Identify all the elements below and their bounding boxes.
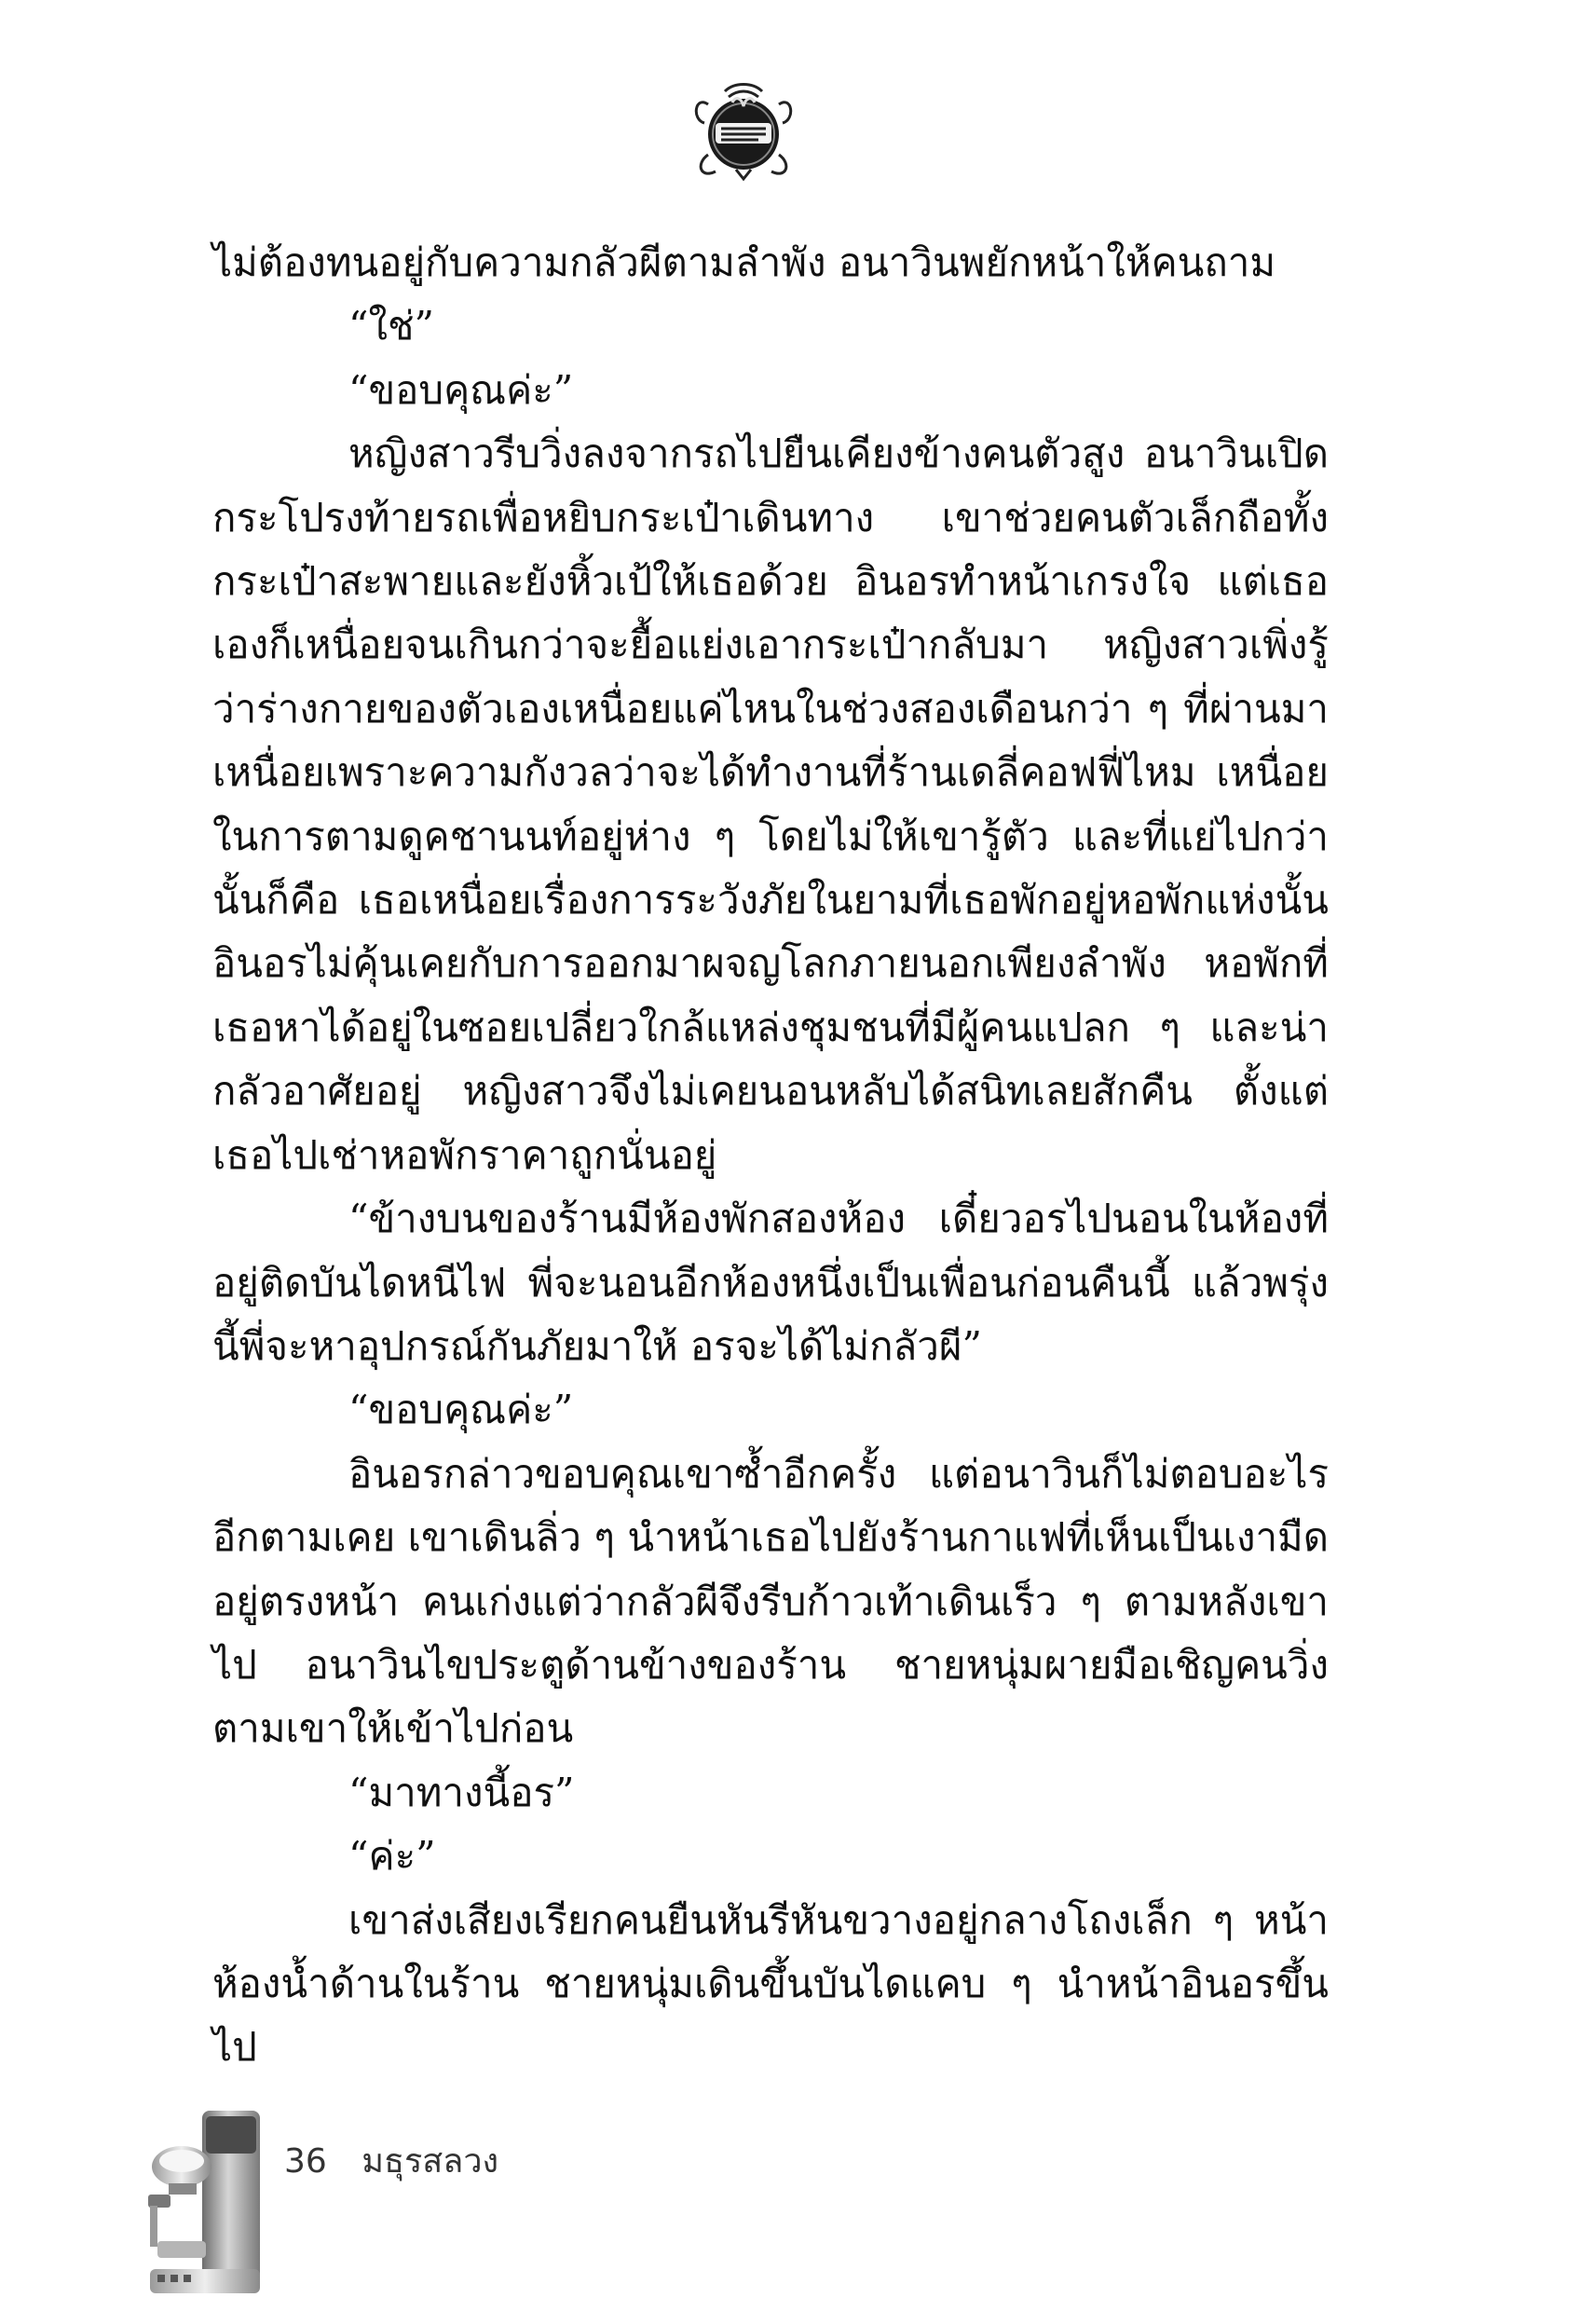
paragraph: เขาส่งเสียงเรียกคนยืนหันรีหันขวางอยู่กลางโถงเล็ก ๆ หน้าห้องน้ำด้านในร้าน ชายหนุ่มเดินขึ้นบันไดแคบ ๆ นำหน้าอินอรขึ้นไป [212, 1896, 1329, 2071]
dialogue-line: “ค่ะ” [348, 1833, 436, 1880]
publisher-logo-icon [688, 78, 799, 183]
coffee-machine-icon [144, 2101, 270, 2302]
dialogue-line: “มาทางนี้อร” [348, 1769, 575, 1815]
dialogue-line: “ใช่” [348, 303, 434, 349]
dialogue-line: “ขอบคุณค่ะ” [348, 366, 574, 413]
book-title: มธุรสลวง [361, 2142, 499, 2181]
dialogue-line: “ข้างบนของร้านมีห้องพักสองห้อง เดี๋ยวอรไปนอนในห้องที่อยู่ติดบันไดหนีไฟ พี่จะนอนอีกห้องหนึ่งเป็นเพื่อนก่อนคืนนี้ แล้วพรุ่งนี้พี่จะหาอุปกรณ์กันภัยมาให้ อรจะได้ไม่กลัวผี” [212, 1196, 1329, 1369]
page-footer [284, 2134, 498, 2187]
body-text [212, 231, 1329, 2080]
dialogue-line: “ขอบคุณค่ะ” [348, 1387, 574, 1433]
paragraph: หญิงสาวรีบวิ่งลงจากรถไปยืนเคียงข้างคนตัวสูง อนาวินเปิดกระโปรงท้ายรถเพื่อหยิบกระเป๋าเดินทาง เขาช่วยคนตัวเล็กถือทั้งกระเป๋าสะพายและยังหิ้วเป้ให้เธอด้วย อินอรทำหน้าเกรงใจ แต่เธอเองก็เหนื่อยจนเกินกว่าจะยื้อแย่งเอากระเป๋ากลับมา หญิงสาวเพิ่งรู้ว่าร่างกายของตัวเองเหนื่อยแค่ไหนในช่วงสองเดือนกว่า ๆ ที่ผ่านมา เหนื่อยเพราะความกังวลว่าจะได้ทำงานที่ร้านเดลี่คอฟฟี่ไหม เหนื่อยในการตามดูคชานนท์อยู่ห่าง ๆ โดยไม่ให้เขารู้ตัว และที่แย่ไปกว่านั้นก็คือ เธอเหนื่อยเรื่องการระวังภัยในยามที่เธอพักอยู่หอพักแห่งนั้น อินอรไม่คุ้นเคยกับการออกมาผจญโลกภายนอกเพียงลำพัง หอพักที่เธอหาได้อยู่ในซอยเปลี่ยวใกล้แหล่งชุมชนที่มีผู้คนแปลก ๆ และน่ากลัวอาศัยอยู่ หญิงสาวจึงไม่เคยนอนหลับได้สนิทเลยสักคืน ตั้งแต่เธอไปเช่าหอพักราคาถูกนั่นอยู่ [212, 431, 1329, 1178]
paragraph: ไม่ต้องทนอยู่กับความกลัวผีตามลำพัง อนาวินพยักหน้าให้คนถาม [212, 239, 1276, 285]
paragraph: อินอรกล่าวขอบคุณเขาซ้ำอีกครั้ง แต่อนาวินก็ไม่ตอบอะไรอีกตามเคย เขาเดินลิ่ว ๆ นำหน้าเธอไปยังร้านกาแฟที่เห็นเป็นเงามืดอยู่ตรงหน้า คนเก่งแต่ว่ากลัวผีจึงรีบก้าวเท้าเดินเร็ว ๆ ตามหลังเขาไป อนาวินไขประตูด้านข้างของร้าน ชายหนุ่มผายมือเชิญคนวิ่งตามเขาให้เข้าไปก่อน [212, 1450, 1329, 1752]
page-number: 36 [284, 2142, 327, 2181]
